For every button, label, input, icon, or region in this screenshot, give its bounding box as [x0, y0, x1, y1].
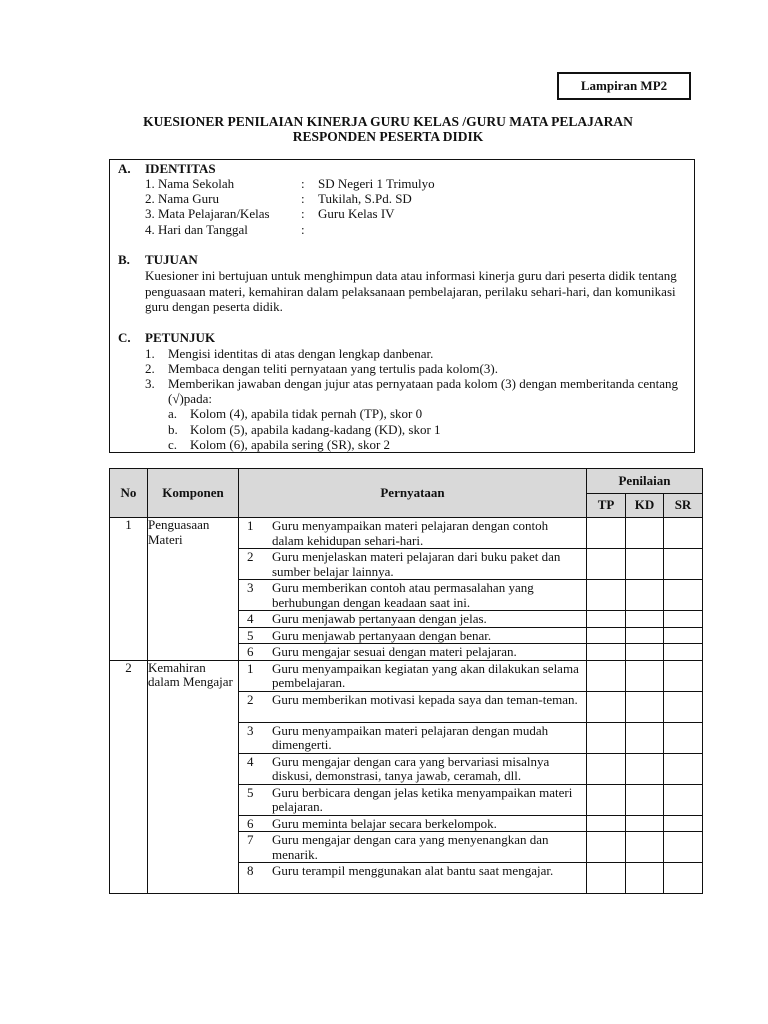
rating-kd-checkbox[interactable] [626, 863, 664, 894]
attachment-label: Lampiran MP2 [557, 72, 691, 100]
rating-sr-checkbox[interactable] [664, 863, 703, 894]
section-b-letter: B. [118, 252, 130, 267]
info-box [109, 159, 695, 453]
rating-tp-checkbox[interactable] [587, 753, 626, 784]
rating-tp-checkbox[interactable] [587, 627, 626, 644]
rating-tp-checkbox[interactable] [587, 691, 626, 722]
instruction-text: Memberikan jawaban dengan jujur atas pernyataan pada kolom (3) dengan memberitanda centang (√)pada: [168, 376, 679, 406]
rating-kd-checkbox[interactable] [626, 611, 664, 628]
rating-tp-checkbox[interactable] [587, 644, 626, 661]
rating-sr-checkbox[interactable] [664, 753, 703, 784]
rating-kd-checkbox[interactable] [626, 722, 664, 753]
rating-sr-checkbox[interactable] [664, 722, 703, 753]
rating-tp-checkbox[interactable] [587, 784, 626, 815]
statement-cell [239, 753, 587, 784]
rating-tp-checkbox[interactable] [587, 722, 626, 753]
statement-text: Guru mengajar dengan cara yang menyenangkan dan menarik. [272, 832, 549, 862]
rating-sr-checkbox[interactable] [664, 627, 703, 644]
statement-number: 8 [247, 863, 254, 878]
statement-text: Guru menjelaskan materi pelajaran dari buku paket dan sumber belajar lainnya. [272, 549, 561, 579]
rating-kd-checkbox[interactable] [626, 518, 664, 549]
statement-text: Guru menyampaikan kegiatan yang akan dilakukan selama pembelajaran. [272, 660, 579, 690]
instruction-text: Mengisi identitas di atas dengan lengkap danbenar. [168, 346, 434, 361]
header-sr: SR [664, 494, 703, 518]
identity-value-teacher: Tukilah, S.Pd. SD [318, 191, 412, 206]
rating-kd-checkbox[interactable] [626, 832, 664, 863]
instruction-number: 2. [145, 361, 155, 376]
statement-number: 2 [247, 549, 254, 564]
section-c-heading: PETUNJUK [145, 330, 216, 345]
statement-number: 6 [247, 815, 254, 831]
statement-number: 2 [247, 691, 254, 707]
rating-tp-checkbox[interactable] [587, 863, 626, 894]
rating-kd-checkbox[interactable] [626, 691, 664, 722]
header-pernyataan: Pernyataan [239, 469, 587, 518]
statement-cell [239, 722, 587, 753]
rating-tp-checkbox[interactable] [587, 611, 626, 628]
statement-cell [239, 863, 587, 894]
rating-kd-checkbox[interactable] [626, 815, 664, 832]
statement-number: 5 [247, 784, 254, 800]
statement-number: 4 [247, 611, 254, 626]
statement-cell [239, 815, 587, 832]
document-title [100, 114, 676, 144]
instruction-subtext: Kolom (4), apabila tidak pernah (TP), skor 0 [190, 406, 423, 421]
statement-number: 4 [247, 753, 254, 769]
rating-tp-checkbox[interactable] [587, 832, 626, 863]
rating-sr-checkbox[interactable] [664, 815, 703, 832]
identity-colon: : [301, 191, 305, 206]
statement-number: 1 [247, 660, 254, 676]
statement-number: 1 [247, 518, 254, 533]
statement-number: 7 [247, 832, 254, 847]
rating-sr-checkbox[interactable] [664, 660, 703, 691]
header-penilaian: Penilaian [587, 469, 703, 494]
instruction-text: Membaca dengan teliti pernyataan yang tertulis pada kolom(3). [168, 361, 498, 376]
section-a-letter: A. [118, 161, 131, 176]
rating-kd-checkbox[interactable] [626, 644, 664, 661]
rating-sr-checkbox[interactable] [664, 580, 703, 611]
statement-number: 5 [247, 627, 254, 643]
rating-sr-checkbox[interactable] [664, 691, 703, 722]
instruction-subtext: Kolom (5), apabila kadang-kadang (KD), skor 1 [190, 422, 441, 437]
identity-colon: : [301, 206, 305, 221]
group-component: Penguasaan Materi [148, 518, 239, 661]
identity-label-school: 1. Nama Sekolah [145, 176, 235, 191]
purpose-paragraph: Kuesioner ini bertujuan untuk menghimpun data atau informasi kinerja guru dari peserta didik tentang penguasaan materi, kemahiran dalam pelaksanaan pembelajaran, perilaku sehari-hari, dan komunikasi guru dengan peserta didik. [145, 268, 677, 314]
identity-value-subject: Guru Kelas IV [318, 206, 395, 221]
group-number: 2 [110, 660, 148, 894]
rating-kd-checkbox[interactable] [626, 627, 664, 644]
section-a-heading: IDENTITAS [145, 161, 216, 176]
identity-label-teacher: 2. Nama Guru [145, 191, 220, 206]
statement-text: Guru memberikan motivasi kepada saya dan teman-teman. [272, 691, 578, 707]
questionnaire-table [109, 468, 703, 894]
statement-cell [239, 627, 587, 644]
statement-cell [239, 644, 587, 661]
statement-number: 6 [247, 644, 254, 659]
title-line-1: KUESIONER PENILAIAN KINERJA GURU KELAS /GURU MATA PELAJARAN [143, 114, 633, 129]
rating-tp-checkbox[interactable] [587, 580, 626, 611]
statement-text: Guru menyampaikan materi pelajaran dengan mudah dimengerti. [272, 722, 549, 752]
instruction-subletter: c. [168, 437, 178, 452]
rating-sr-checkbox[interactable] [664, 611, 703, 628]
table-row [110, 518, 703, 549]
statement-cell [239, 549, 587, 580]
statement-cell [239, 660, 587, 691]
statement-cell [239, 784, 587, 815]
rating-sr-checkbox[interactable] [664, 832, 703, 863]
section-c-letter: C. [118, 330, 131, 345]
group-component: Kemahiran dalam Mengajar [148, 660, 239, 894]
identity-label-date: 4. Hari dan Tanggal [145, 222, 248, 237]
table-row [110, 660, 703, 691]
statement-number: 3 [247, 722, 254, 738]
rating-tp-checkbox[interactable] [587, 815, 626, 832]
statement-text: Guru mengajar dengan cara yang bervariasi misalnya diskusi, demonstrasi, tanya jawab, ceramah, dll. [272, 753, 550, 783]
instruction-number: 3. [145, 376, 155, 391]
statement-text: Guru menyampaikan materi pelajaran dengan contoh dalam kehidupan sehari-hari. [272, 518, 549, 548]
statement-text: Guru meminta belajar secara berkelompok. [272, 815, 497, 831]
rating-tp-checkbox[interactable] [587, 549, 626, 580]
statement-cell [239, 518, 587, 549]
statement-text: Guru memberikan contoh atau permasalahan yang berhubungan dengan keadaan saat ini. [272, 580, 534, 610]
header-tp: TP [587, 494, 626, 518]
rating-kd-checkbox[interactable] [626, 753, 664, 784]
rating-tp-checkbox[interactable] [587, 660, 626, 691]
rating-kd-checkbox[interactable] [626, 784, 664, 815]
instruction-subletter: b. [168, 422, 178, 437]
header-no: No [110, 469, 148, 518]
identity-value-school: SD Negeri 1 Trimulyo [318, 176, 435, 191]
statement-cell [239, 691, 587, 722]
title-line-2: RESPONDEN PESERTA DIDIK [292, 129, 484, 144]
rating-kd-checkbox[interactable] [626, 549, 664, 580]
rating-kd-checkbox[interactable] [626, 660, 664, 691]
statement-cell [239, 580, 587, 611]
statement-text: Guru menjawab pertanyaan dengan jelas. [272, 611, 487, 626]
rating-kd-checkbox[interactable] [626, 580, 664, 611]
rating-tp-checkbox[interactable] [587, 518, 626, 549]
statement-cell [239, 611, 587, 628]
rating-sr-checkbox[interactable] [664, 644, 703, 661]
rating-sr-checkbox[interactable] [664, 784, 703, 815]
header-kd: KD [626, 494, 664, 518]
header-komponen: Komponen [148, 469, 239, 518]
statement-text: Guru mengajar sesuai dengan materi pelajaran. [272, 644, 517, 659]
instruction-subletter: a. [168, 406, 178, 421]
group-number: 1 [110, 518, 148, 661]
rating-sr-checkbox[interactable] [664, 549, 703, 580]
rating-sr-checkbox[interactable] [664, 518, 703, 549]
instruction-subtext: Kolom (6), apabila sering (SR), skor 2 [190, 437, 391, 452]
section-b-heading: TUJUAN [145, 252, 198, 267]
statement-text: Guru berbicara dengan jelas ketika menyampaikan materi pelajaran. [272, 784, 573, 814]
identity-colon: : [301, 222, 305, 237]
identity-label-subject: 3. Mata Pelajaran/Kelas [145, 206, 270, 221]
statement-cell [239, 832, 587, 863]
statement-text: Guru menjawab pertanyaan dengan benar. [272, 627, 492, 643]
statement-text: Guru terampil menggunakan alat bantu saat mengajar. [272, 863, 554, 878]
statement-number: 3 [247, 580, 254, 595]
instruction-number: 1. [145, 346, 155, 361]
identity-colon: : [301, 176, 305, 191]
